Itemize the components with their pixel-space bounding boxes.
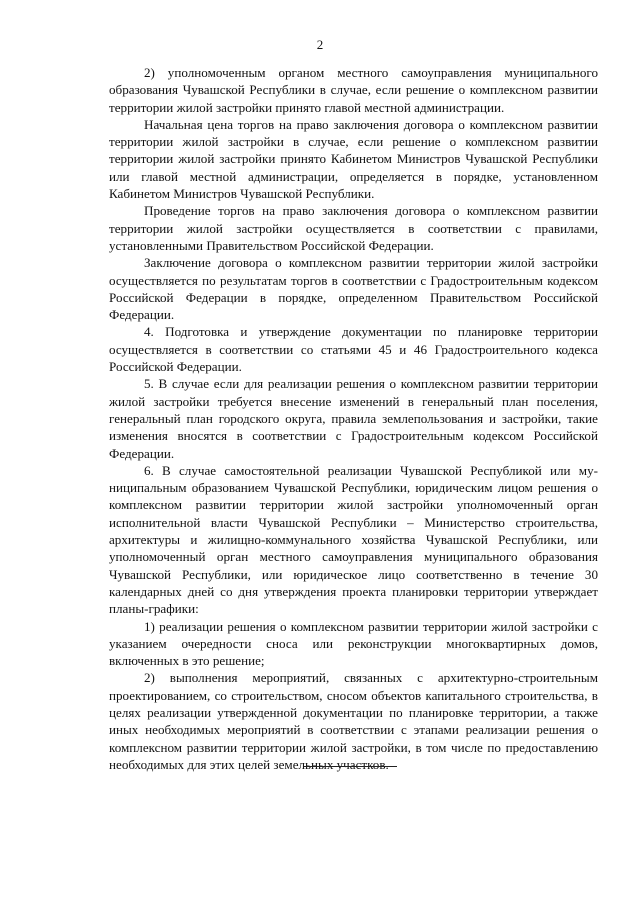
paragraph: 5. В случае если для реализации решения о комплексном развитии территории жилой застройки требуется внесение изменений в генеральный план поселения, генеральный план городского округа, правила землепользования и застройки, такие изменения вносятся в соответствии с Градостроительным кодексом Российской Федерации. <box>109 376 598 461</box>
paragraph: 4. Подготовка и утверждение документации по планировке территории осуществляется в соответствии со статьями 45 и 46 Градостроительного кодекса Российской Федерации. <box>109 324 598 375</box>
paragraph: 6. В случае самостоятельной реализации Чувашской Республикой или муниципальным образованием Чувашской Республики, юридическим лицом решения о комплексном развитии территории жилой застройки уполномоченный орган исполнительной власти Чувашской Республики – Министерство строительства, архитектуры и жилищно-коммунального хозяйства Чувашской Республики, или уполномоченный орган местного самоуправления муниципального образования Чувашской Республики, или юридическое лицо соответственно в течение 30 календарных дней со дня утверждения проекта планировки территории утверждает планы-графики: <box>109 462 598 617</box>
paragraph: 1) реализации решения о комплексном развитии территории жилой застройки с указанием очередности сноса или реконструкции многоквартирных домов, включенных в это решение; <box>109 618 598 669</box>
paragraph: 2) уполномоченным органом местного самоуправления муниципального образования Чувашской Республики в случае, если решение о комплексном развитии территории жилой застройки принято главой местной администрации. <box>109 65 598 115</box>
paragraph: Заключение договора о комплексном развитии территории жилой застройки осуществляется по результатам торгов в соответствии с Градостроительным кодексом Российской Федерации в порядке, определенном Правительством Российской Федерации. <box>109 255 598 323</box>
paragraph: Проведение торгов на право заключения договора о комплексном развитии территории жилой застройки осуществляется в соответствии с правилами, установленными Правительством Российской Федерации. <box>109 203 598 253</box>
end-separator-line <box>304 766 397 767</box>
page-number: 2 <box>316 37 324 52</box>
paragraph: 2) выполнения мероприятий, связанных с архитектурно-строительным проектированием, со строительством, сносом объектов капитального строительства, в целях реализации утвержденной документации по планировке территории, а также иных необходимых мероприятий в соответствии с этапами реализации решения о комплексном развитии территории жилой застройки, в том числе по предоставлению необходимых для этих целей земельных участков. <box>109 670 598 772</box>
document-body <box>109 64 598 773</box>
paragraph: Начальная цена торгов на право заключения договора о комплексном развитии территории жилой застройки в случае, если решение о комплексном развитии территории жилой застройки принято Кабинетом Министров Чувашской Республики или главой местной администрации, определяется в порядке, установленном Кабинетом Министров Чувашской Республики. <box>109 116 598 202</box>
